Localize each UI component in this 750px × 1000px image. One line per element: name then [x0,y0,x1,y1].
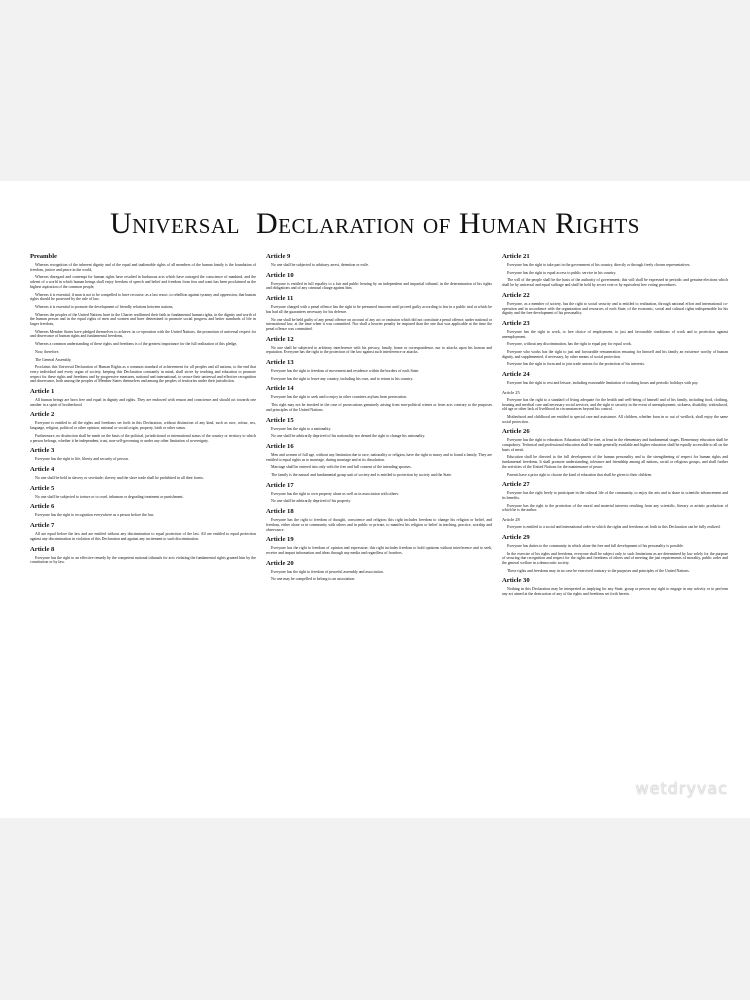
section-paragraph: Whereas Member States have pledged themselves to achieve, in co-operation with the United Nations, the promotion of universal respect for and observance of human rights and fundamental freedoms, [30,329,256,339]
section-heading: Article 28 [502,517,520,523]
section-paragraph: No one shall be held in slavery or servitude; slavery and the slave trade shall be prohibited in all their forms. [35,475,204,480]
section-paragraph: Everyone has the right to freedom of peaceful assembly and association. [271,569,384,574]
section-paragraph: Everyone has the right to freedom of opinion and expression; this right includes freedom to hold opinions without interference and to seek, receive and impart information and ideas through any media and regardless of frontiers. [266,546,492,555]
section-paragraph: Whereas the peoples of the United Nations have in the Charter reaffirmed their faith in fundamental human rights, in the dignity and worth of the human person and in the equal rights of men and women and have determined to promote social progress and better standards of life in larger freedom, [30,312,256,327]
section-paragraph: Everyone charged with a penal offence has the right to be presumed innocent until proved guilty according to law in a public trial at which he has had all the guarantees necessary for his defence. [266,305,492,314]
watermark: wetdryvac [635,779,728,798]
section-heading: Article 25 [502,389,520,395]
section-paragraph: Whereas disregard and contempt for human rights have resulted in barbarous acts which have outraged the conscience of mankind, and the advent of a world in which human beings shall enjoy freedom of speech and belief and freedom from fear and want has been proclaimed as the highest aspiration of the common people, [30,275,256,289]
section-paragraph: No one may be compelled to belong to an association. [271,577,356,582]
section-paragraph: Whereas a common understanding of these rights and freedoms is of the greatest importance for the full realization of this pledge, [35,342,238,347]
page-title: Universal Declaration of Human Rights [109,207,640,240]
section-heading: Article 27 [502,481,530,489]
section-heading: Article 11 [266,295,294,303]
articles-columns [30,249,728,810]
section-paragraph: Everyone, as a member of society, has the right to social security and is entitled to realization, through national effort and international co-operation and in accordance with the organization and resources of each State, of the economic, social and cultural rights indispensable for his dignity and the free development of his personality. [502,301,728,316]
section-paragraph: All are equal before the law and are entitled without any discrimination to equal protection of the law. All are entitled to equal protection against any discrimination in violation of this Declaration and against any incitement to such discrimination. [30,532,256,541]
section-paragraph: The General Assembly, [35,357,72,362]
section-paragraph: Everyone has the right to own property alone as well as in association with others. [271,491,400,496]
section-paragraph: Furthermore, no distinction shall be made on the basis of the political, jurisdictional or international status of the country or territory to which a person belongs, whether it be independent, trust, non-self-governing or under any other limitation of sovereignty. [30,433,256,443]
section-heading: Article 7 [30,522,55,530]
section-paragraph: Everyone has the right to the protection of the moral and material interests resulting from any scientific, literary or artistic production of which he is the author. [502,503,728,513]
section-paragraph: Nothing in this Declaration may be interpreted as implying for any State, group or person any right to engage in any activity or to perform any act aimed at the destruction of any of the rights and freedoms set forth herein. [502,587,728,597]
column-1 [30,249,256,810]
section-paragraph: Everyone has the right to life, liberty and security of person. [35,457,129,462]
section-heading: Article 15 [266,416,294,424]
section-paragraph: The will of the people shall be the basis of the authority of government; this will shall be expressed in periodic and genuine elections which shall be by universal and equal suffrage and shall be held by secret vote or by equivalent free voting procedures. [502,278,728,288]
section-heading: Article 20 [266,559,294,567]
poster [0,181,750,818]
section-paragraph: Everyone who works has the right to just and favourable remuneration ensuring for himself and his family an existence worthy of human dignity, and supplemented, if necessary, by other means of social protection. [502,350,728,359]
section-paragraph: No one shall be arbitrarily deprived of his property. [271,499,352,504]
section-paragraph: Everyone has duties to the community in which alone the free and full development of his personality is possible. [507,543,684,548]
section-heading: Preamble [30,253,57,260]
section-paragraph: Education shall be directed to the full development of the human personality and to the strengthening of respect for human rights and fundamental freedoms. It shall promote understanding, tolerance and friendship among all nations, racial or religious groups, and shall further the activities of the United Nations for the maintenance of peace. [502,455,728,469]
section-paragraph: Everyone is entitled to all the rights and freedoms set forth in this Declaration, without distinction of any kind, such as race, colour, sex, language, religion, political or other opinion, national or social origin, property, birth or other status. [30,421,256,431]
section-heading: Article 13 [266,359,294,367]
section-paragraph: Everyone has the right to equal access to public service in his country. [507,270,617,275]
section-paragraph: Everyone has the right to rest and leisure, including reasonable limitation of working hours and periodic holidays with pay. [507,381,699,386]
section-paragraph: No one shall be subjected to arbitrary interference with his privacy, family, home or correspondence, nor to attacks upon his honour and reputation. Everyone has the right to the protection of the law against such interference or attacks. [266,345,492,355]
section-heading: Article 16 [266,442,294,450]
section-heading: Article 4 [30,465,55,473]
section-heading: Article 1 [30,388,55,396]
section-paragraph: Whereas it is essential to promote the development of friendly relations between nations, [35,304,174,309]
section-paragraph: Everyone is entitled in full equality to a fair and public hearing by an independent and impartial tribunal, in the determination of his rights and obligations and of any criminal charge against him. [266,281,492,291]
section-heading: Article 19 [266,536,294,544]
section-paragraph: No one shall be subjected to arbitrary arrest, detention or exile. [271,263,370,267]
section-heading: Article 5 [30,484,55,492]
section-paragraph: All human beings are born free and equal in dignity and rights. They are endowed with reason and conscience and should act towards one another in a spirit of brotherhood. [30,398,256,407]
section-paragraph: Everyone has the right to education. Education shall be free, at least in the elementary and fundamental stages. Elementary education shall be compulsory. Technical and professional education shall be made generally available and higher education shall be equally accessible to all on the basis of merit. [502,438,728,452]
section-heading: Article 14 [266,385,294,393]
section-paragraph: Now, therefore, [35,349,60,354]
section-paragraph: Everyone has the right to recognition everywhere as a person before the law. [35,513,155,518]
section-paragraph: These rights and freedoms may in no case be exercised contrary to the purposes and principles of the United Nations. [507,568,690,573]
section-paragraph: The family is the natural and fundamental group unit of society and is entitled to protection by society and the State. [271,473,452,478]
section-paragraph: Proclaims this Universal Declaration of Human Rights as a common standard of achievement for all peoples and all nations, to the end that every individual and every organ of society, keeping this Declaration constantly in mind, shall strive by teaching and education to promote respect for these rights and freedoms and by progressive measures, national and international, to secure their universal and effective recognition and observance, both among the peoples of Member States themselves and among the peoples of territories under their jurisdiction. [30,365,256,384]
column-3 [502,249,728,810]
section-heading: Article 18 [266,508,294,516]
section-heading: Article 30 [502,577,530,585]
section-paragraph: Whereas recognition of the inherent dignity and of the equal and inalienable rights of all members of the human family is the foundation of freedom, justice and peace in the world, [30,263,256,272]
section-heading: Article 29 [502,533,530,541]
section-paragraph: No one shall be subjected to torture or to cruel, inhuman or degrading treatment or punishment. [35,494,184,499]
section-paragraph: Everyone, without any discrimination, has the right to equal pay for equal work. [507,342,632,347]
section-paragraph: Everyone has the right to seek and to enjoy in other countries asylum from persecution. [271,395,408,400]
section-paragraph: Everyone is entitled to a social and international order in which the rights and freedoms set forth in this Declaration can be fully realized. [507,525,721,530]
section-heading: Article 8 [30,545,55,553]
section-paragraph: Everyone has the right to a nationality. [271,426,332,431]
section-paragraph: Everyone has the right to take part in the government of his country, directly or through freely chosen representatives. [507,263,691,267]
section-paragraph: Parents have a prior right to choose the kind of education that shall be given to their children. [507,472,653,477]
section-heading: Article 17 [266,481,294,489]
column-2 [266,249,492,810]
section-paragraph: Motherhood and childhood are entitled to special care and assistance. All children, whether born in or out of wedlock, shall enjoy the same social protection. [502,414,728,424]
section-paragraph: In the exercise of his rights and freedoms, everyone shall be subject only to such limitations as are determined by law solely for the purpose of securing due recognition and respect for the rights and freedoms of others and of meeting the just requirements of morality, public order and the general welfare in a democratic society. [502,551,728,565]
section-paragraph: Marriage shall be entered into only with the free and full consent of the intending spouses. [271,465,412,470]
section-paragraph: Everyone has the right to leave any country, including his own, and to return to his country. [271,376,414,381]
section-paragraph: Everyone has the right to freedom of movement and residence within the borders of each State. [271,369,420,374]
section-heading: Article 2 [30,411,55,419]
section-heading: Article 24 [502,371,530,379]
section-paragraph: Everyone has the right to form and to join trade unions for the protection of his interests. [507,362,645,367]
section-heading: Article 12 [266,335,294,343]
section-paragraph: Everyone has the right to work, to free choice of employment, to just and favourable conditions of work and to protection against unemployment. [502,329,728,339]
section-heading: Article 6 [30,503,55,511]
section-paragraph: Men and women of full age, without any limitation due to race, nationality or religion, have the right to marry and to found a family. They are entitled to equal rights as to marriage, during marriage and at its dissolution. [266,452,492,462]
section-paragraph: Everyone has the right freely to participate in the cultural life of the community, to enjoy the arts and to share in scientific advancement and its benefits. [502,491,728,500]
section-paragraph: Everyone has the right to an effective remedy by the competent national tribunals for acts violating the fundamental rights granted him by the constitution or by law. [30,555,256,565]
section-heading: Article 22 [502,291,530,299]
section-paragraph: No one shall be held guilty of any penal offence on account of any act or omission which did not constitute a penal offence, under national or international law, at the time when it was committed. Nor shall a heavier penalty be imposed than the one that was applicable at the time the penal offence was committed. [266,317,492,331]
section-paragraph: No one shall be arbitrarily deprived of his nationality nor denied the right to change his nationality. [271,434,426,439]
section-heading: Article 9 [266,253,291,260]
section-paragraph: Everyone has the right to a standard of living adequate for the health and well-being of himself and of his family, including food, clothing, housing and medical care and necessary social services, and the right to security in the event of unemployment, sickness, disability, widowhood, old age or other lack of livelihood in circumstances beyond his control. [502,397,728,412]
section-heading: Article 3 [30,447,55,455]
section-heading: Article 23 [502,319,530,327]
section-heading: Article 21 [502,253,530,260]
section-paragraph: Everyone has the right to freedom of thought, conscience and religion; this right includes freedom to change his religion or belief, and freedom, either alone or in community with others and in public or private, to manifest his religion or belief in teaching, practice, worship and observance. [266,518,492,532]
section-paragraph: This right may not be invoked in the case of prosecutions genuinely arising from non-political crimes or from acts contrary to the purposes and principles of the United Nations. [266,403,492,412]
section-heading: Article 26 [502,428,530,436]
section-heading: Article 10 [266,271,294,279]
section-paragraph: Whereas it is essential, if man is not to be compelled to have recourse, as a last resort, to rebellion against tyranny and oppression, that human rights should be protected by the rule of law, [30,292,256,302]
